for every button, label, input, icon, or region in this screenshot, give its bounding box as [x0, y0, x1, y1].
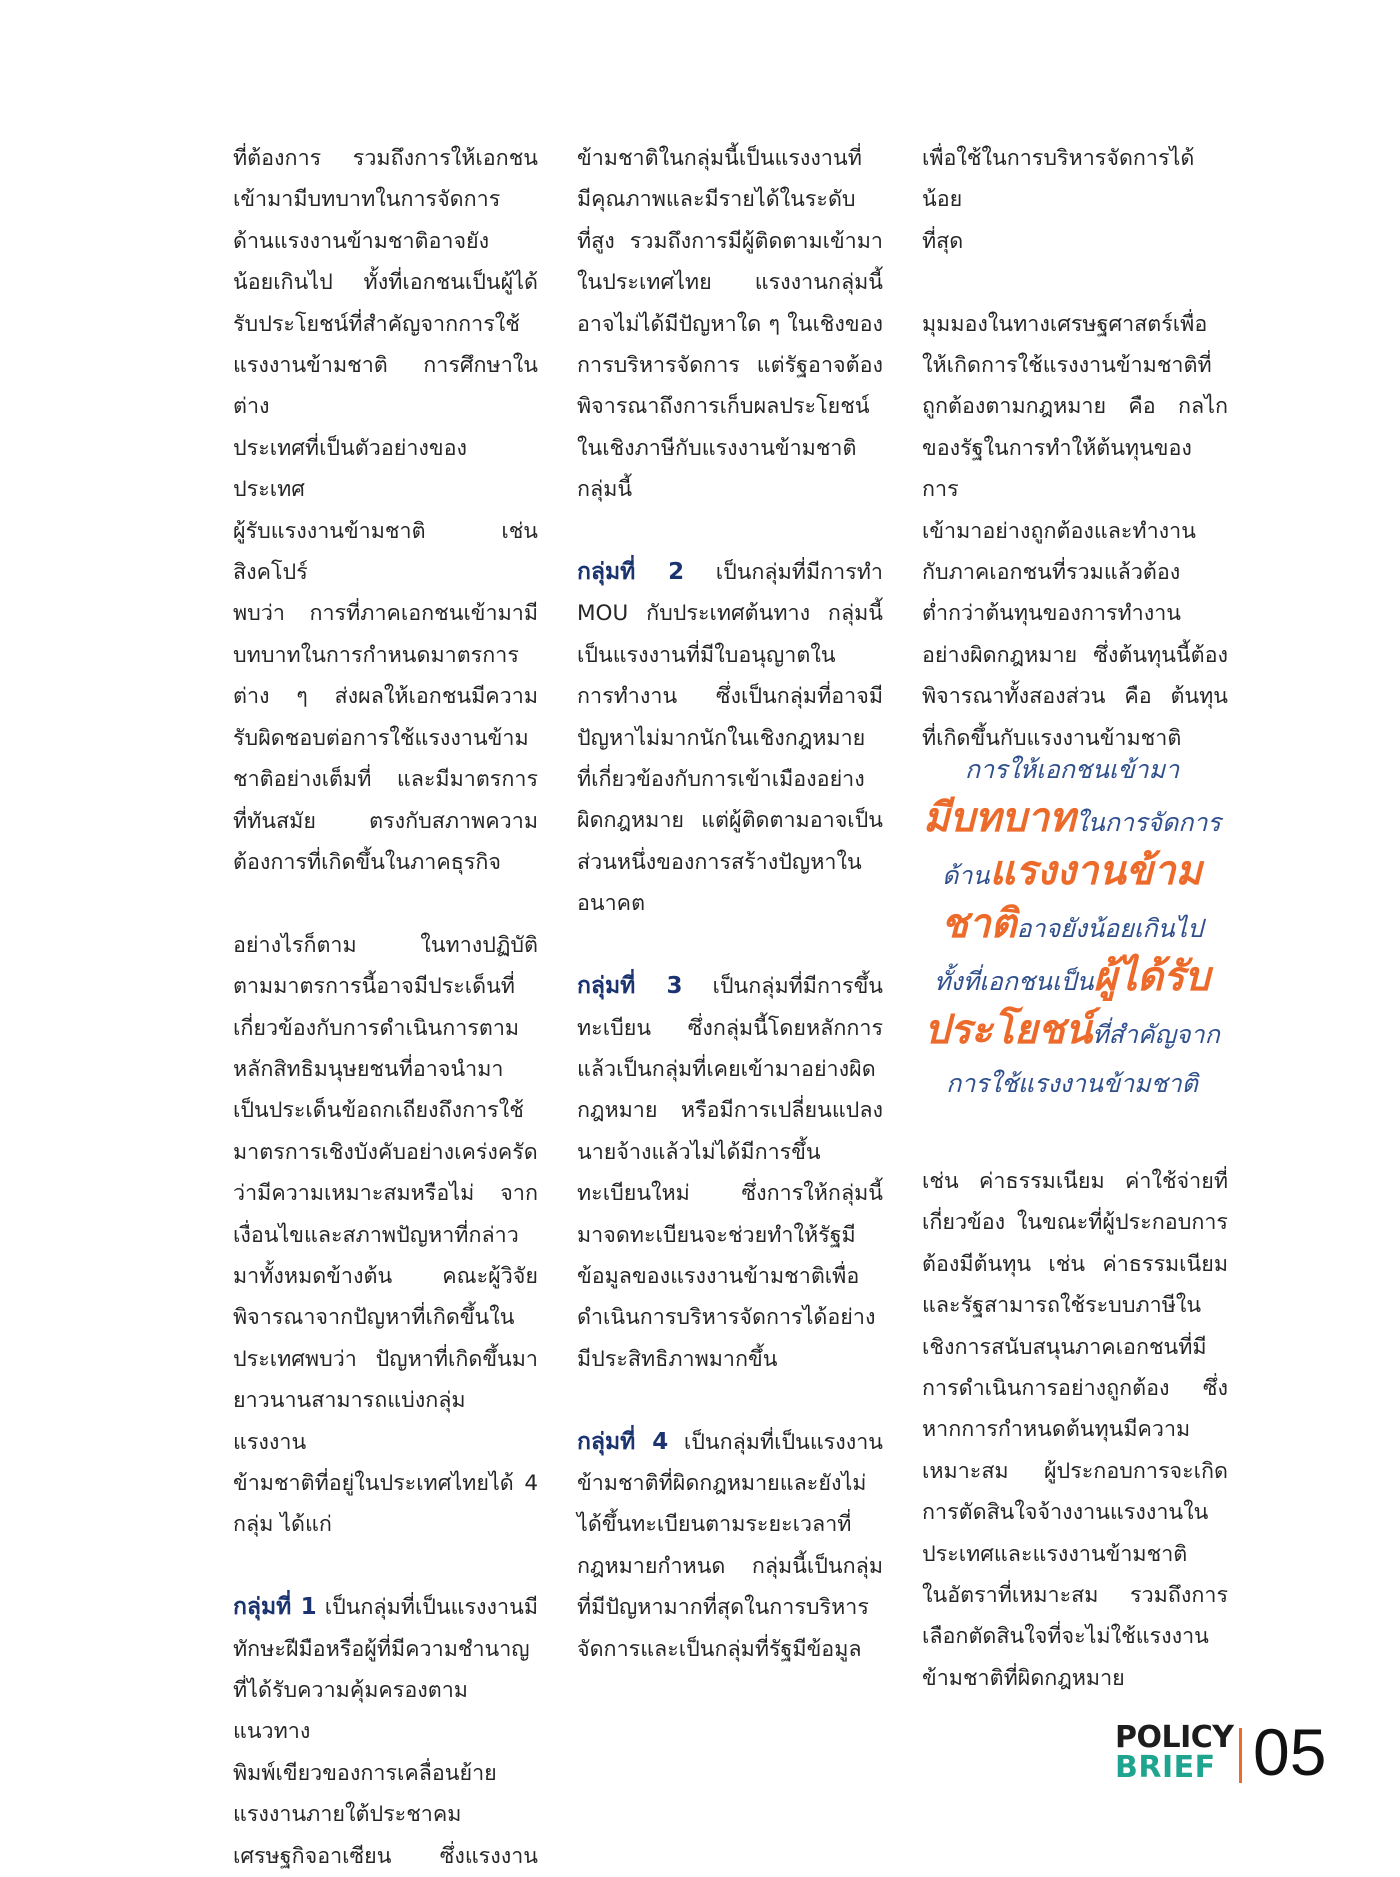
group-description: เป็นกลุ่มที่เป็นแรงงานมี	[316, 1595, 538, 1621]
text-line: พิจารณาจากปัญหาที่เกิดขึ้นใน	[233, 1305, 515, 1331]
pull-quote-line-5	[912, 953, 1232, 1006]
text-line: แรงงานข้ามชาติ การศึกษาในต่าง	[233, 353, 538, 420]
pull-quote-emphasis: ชาติ	[940, 901, 1017, 947]
text-line: ให้เกิดการใช้แรงงานข้ามชาติที่	[922, 353, 1212, 379]
text-line	[577, 552, 883, 593]
text-line: ที่เกิดขึ้นกับแรงงานข้ามชาติ	[922, 725, 1182, 751]
text-line: ทะเบียน ซึ่งกลุ่มนี้โดยหลักการ	[577, 1015, 883, 1041]
pull-quote-line-3	[912, 847, 1232, 900]
text-line: พบว่า การที่ภาคเอกชนเข้ามามี	[233, 601, 538, 627]
text-line: ของรัฐในการทำให้ต้นทุนของการ	[922, 435, 1192, 503]
pull-quote-line-4	[912, 900, 1232, 953]
text-line: ต้องมีต้นทุน เช่น ค่าธรรมเนียม	[922, 1251, 1228, 1277]
pull-quote-emphasis: มีบทบาท	[923, 795, 1076, 841]
paragraph-gap	[577, 925, 883, 966]
pull-quote-emphasis: ผู้ได้รับ	[1093, 954, 1210, 1000]
text-line: อาจไม่ได้มีปัญหาใด ๆ ในเชิงของ	[577, 311, 883, 337]
text-line: เหมาะสม ผู้ประกอบการจะเกิด	[922, 1458, 1228, 1484]
text-line: ว่ามีความเหมาะสมหรือไม่ จาก	[233, 1181, 538, 1207]
paragraph-gap	[233, 1546, 538, 1587]
text-line: กลุ่ม ได้แก่	[233, 1512, 332, 1538]
text-line: ข้อมูลของแรงงานข้ามชาติเพื่อ	[577, 1263, 860, 1289]
pull-quote-line-1: การให้เอกชนเข้ามา	[964, 755, 1180, 784]
text-line	[577, 966, 883, 1007]
text-line: อย่างไรก็ตาม ในทางปฏิบัติ	[233, 932, 538, 958]
text-column-2	[577, 138, 883, 1670]
paragraph-gap	[577, 1380, 883, 1421]
group-description: เป็นกลุ่มที่มีการทำ	[684, 560, 884, 586]
text-line: อนาคต	[577, 891, 646, 917]
text-line: กลุ่มนี้	[577, 477, 633, 503]
text-line: เศรษฐกิจอาเซียน ซึ่งแรงงาน	[233, 1843, 538, 1869]
text-line: ผู้รับแรงงานข้ามชาติ เช่น สิงคโปร์	[233, 518, 538, 586]
text-line: ข้ามชาติที่อยู่ในประเทศไทยได้ 4	[233, 1470, 538, 1496]
text-line: การตัดสินใจจ้างงานแรงงานใน	[922, 1500, 1209, 1526]
text-line: ที่ทันสมัย ตรงกับสภาพความ	[233, 808, 538, 834]
text-line: ในอัตราที่เหมาะสม รวมถึงการ	[922, 1583, 1228, 1609]
pull-quote-text: ในการจัดการ	[1075, 808, 1221, 837]
text-line: ต่าง ๆ ส่งผลให้เอกชนมีความ	[233, 684, 538, 710]
pull-quote-line-7: การใช้แรงงานข้ามชาติ	[946, 1069, 1198, 1098]
pull-quote-text: ทั้งที่เอกชนเป็น	[934, 967, 1094, 996]
text-line: หากการกำหนดต้นทุนมีความ	[922, 1417, 1191, 1443]
text-line: นายจ้างแล้วไม่ได้มีการขึ้น	[577, 1139, 821, 1165]
text-line: พิมพ์เขียวของการเคลื่อนย้าย	[233, 1760, 497, 1786]
text-line: จัดการและเป็นกลุ่มที่รัฐมีข้อมูล	[577, 1636, 862, 1662]
policy-brief-logo	[1115, 1720, 1234, 1785]
pull-quote-text: ที่สำคัญจาก	[1092, 1020, 1220, 1049]
text-line: เช่น ค่าธรรมเนียม ค่าใช้จ่ายที่	[922, 1169, 1228, 1194]
text-line: ทักษะฝีมือหรือผู้ที่มีความชำนาญ	[233, 1636, 530, 1662]
text-column-3-top	[922, 138, 1228, 759]
text-line: มาจดทะเบียนจะช่วยทำให้รัฐมี	[577, 1222, 856, 1248]
text-line: ต่ำกว่าต้นทุนของการทำงาน	[922, 601, 1181, 627]
group-label: กลุ่มที่ 4	[577, 1428, 669, 1455]
text-line: เกี่ยวข้องกับการดำเนินการตาม	[233, 1015, 520, 1041]
text-line: ประเทศและแรงงานข้ามชาติ	[922, 1541, 1188, 1567]
pull-quote	[912, 745, 1232, 1108]
text-line: มาทั้งหมดข้างต้น คณะผู้วิจัย	[233, 1263, 538, 1289]
paragraph	[233, 1587, 538, 1877]
text-line: ได้ขึ้นทะเบียนตามระยะเวลาที่	[577, 1512, 852, 1538]
text-line: พิจารณาถึงการเก็บผลประโยชน์	[577, 394, 870, 420]
paragraph	[233, 138, 538, 883]
text-line: ที่เกี่ยวข้องกับการเข้าเมืองอย่าง	[577, 767, 865, 793]
text-line: และรัฐสามารถใช้ระบบภาษีใน	[922, 1293, 1202, 1319]
text-line: ทะเบียนใหม่ ซึ่งการให้กลุ่มนี้	[577, 1181, 883, 1207]
text-line: แรงงานภายใต้ประชาคม	[233, 1802, 462, 1828]
text-line: ดำเนินการบริหารจัดการได้อย่าง	[577, 1305, 876, 1331]
text-line	[233, 1587, 538, 1628]
pull-quote-emphasis: แรงงานข้าม	[989, 848, 1202, 894]
pull-quote-line-2	[912, 794, 1232, 847]
text-line: ต้องการที่เกิดขึ้นในภาคธุรกิจ	[233, 849, 502, 875]
text-line: เกี่ยวข้อง ในขณะที่ผู้ประกอบการ	[922, 1210, 1228, 1236]
pull-quote-text: อาจยังน้อยเกินไป	[1016, 914, 1204, 943]
group-label: กลุ่มที่ 2	[577, 559, 685, 586]
paragraph	[577, 552, 883, 925]
text-line: ที่สุด	[922, 228, 964, 254]
text-line: ที่ได้รับความคุ้มครองตามแนวทาง	[233, 1678, 468, 1745]
text-line: ที่สูง รวมถึงการมีผู้ติดตามเข้ามา	[577, 228, 883, 254]
text-line: ถูกต้องตามกฎหมาย คือ กลไก	[922, 394, 1228, 420]
text-line: ข้ามชาติที่ผิดกฎหมายและยังไม่	[577, 1470, 867, 1496]
text-line: ชาติอย่างเต็มที่ และมีมาตรการ	[233, 767, 538, 793]
text-line: ปัญหาไม่มากนักในเชิงกฎหมาย	[577, 725, 866, 751]
group-description: เป็นกลุ่มที่มีการขึ้น	[682, 974, 883, 1000]
text-line: ที่มีปัญหามากที่สุดในการบริหาร	[577, 1595, 869, 1621]
text-line: ที่ต้องการ รวมถึงการให้เอกชน	[233, 146, 538, 171]
text-line: รับผิดชอบต่อการใช้แรงงานข้าม	[233, 725, 529, 751]
paragraph	[577, 966, 883, 1380]
text-line: ตามมาตรการนี้อาจมีประเด็นที่	[233, 974, 515, 1000]
text-line: กฎหมายกำหนด กลุ่มนี้เป็นกลุ่ม	[577, 1553, 883, 1579]
footer-divider	[1239, 1728, 1242, 1783]
text-line: ด้านแรงงานข้ามชาติอาจยัง	[233, 228, 490, 254]
logo-policy-text: POLICY	[1115, 1720, 1234, 1755]
paragraph	[577, 138, 883, 511]
text-line: ยาวนานสามารถแบ่งกลุ่มแรงงาน	[233, 1388, 466, 1455]
text-line: พิจารณาทั้งสองส่วน คือ ต้นทุน	[922, 684, 1228, 710]
page-number: 05	[1253, 1715, 1327, 1789]
text-line: กฎหมาย หรือมีการเปลี่ยนแปลง	[577, 1098, 883, 1124]
text-line: การทำงาน ซึ่งเป็นกลุ่มที่อาจมี	[577, 684, 883, 710]
text-line: เชิงการสนับสนุนภาคเอกชนที่มี	[922, 1334, 1207, 1360]
text-line: กับภาคเอกชนที่รวมแล้วต้อง	[922, 560, 1181, 586]
pull-quote-text: ด้าน	[942, 861, 990, 890]
paragraph-gap	[922, 262, 1228, 303]
paragraph-gap	[233, 883, 538, 924]
text-line: ประเทศที่เป็นตัวอย่างของประเทศ	[233, 435, 468, 503]
text-line: ส่วนหนึ่งของการสร้างปัญหาใน	[577, 849, 862, 875]
paragraph	[922, 1161, 1228, 1699]
paragraph-gap	[577, 511, 883, 552]
text-column-3-bottom	[922, 1161, 1228, 1699]
text-line: ข้ามชาติที่ผิดกฎหมาย	[922, 1665, 1125, 1691]
text-line: ในประเทศไทย แรงงานกลุ่มนี้	[577, 270, 883, 296]
text-line: บทบาทในการกำหนดมาตรการ	[233, 642, 519, 668]
pull-quote-emphasis: ประโยชน์	[924, 1007, 1093, 1053]
text-line: แล้วเป็นกลุ่มที่เคยเข้ามาอย่างผิด	[577, 1056, 876, 1082]
group-label: กลุ่มที่ 3	[577, 973, 683, 1000]
text-line: รับประโยชน์ที่สำคัญจากการใช้	[233, 311, 520, 337]
text-line: อย่างผิดกฎหมาย ซึ่งต้นทุนนี้ต้อง	[922, 642, 1228, 668]
text-line: MOU กับประเทศต้นทาง กลุ่มนี้	[577, 601, 883, 627]
text-line: ประเทศพบว่า ปัญหาที่เกิดขึ้นมา	[233, 1346, 538, 1372]
text-line: ข้ามชาติในกลุ่มนี้เป็นแรงงานที่	[577, 146, 862, 171]
text-line: มุมมองในทางเศรษฐศาสตร์เพื่อ	[922, 311, 1208, 337]
text-line: การบริหารจัดการ แต่รัฐอาจต้อง	[577, 353, 883, 379]
paragraph	[233, 925, 538, 1546]
group-label: กลุ่มที่ 1	[233, 1594, 317, 1621]
group-description: เป็นกลุ่มที่เป็นแรงงาน	[668, 1429, 883, 1455]
text-line: หลักสิทธิมนุษยชนที่อาจนำมา	[233, 1056, 504, 1082]
text-column-1	[233, 138, 538, 1877]
text-line: การดำเนินการอย่างถูกต้อง ซึ่ง	[922, 1376, 1228, 1402]
text-line: เป็นแรงงานที่มีใบอนุญาตใน	[577, 642, 836, 668]
text-line: ในเชิงภาษีกับแรงงานข้ามชาติ	[577, 435, 857, 461]
text-line: ผิดกฎหมาย แต่ผู้ติดตามอาจเป็น	[577, 808, 883, 834]
page-footer	[1115, 1715, 1355, 1790]
text-line: มาตรการเชิงบังคับอย่างเคร่งครัด	[233, 1139, 538, 1165]
text-line: มีคุณภาพและมีรายได้ในระดับ	[577, 187, 856, 213]
text-line: เข้ามาอย่างถูกต้องและทำงาน	[922, 518, 1196, 544]
text-line: น้อยเกินไป ทั้งที่เอกชนเป็นผู้ได้	[233, 270, 538, 296]
paragraph	[922, 304, 1228, 759]
paragraph	[577, 1422, 883, 1670]
text-line: เลือกตัดสินใจที่จะไม่ใช้แรงงาน	[922, 1624, 1209, 1650]
pull-quote-line-6	[912, 1006, 1232, 1059]
logo-brief-text: BRIEF	[1115, 1750, 1216, 1785]
text-line: เป็นประเด็นข้อถกเถียงถึงการใช้	[233, 1098, 524, 1124]
text-line: เงื่อนไขและสภาพปัญหาที่กล่าว	[233, 1222, 519, 1248]
text-line: มีประสิทธิภาพมากขึ้น	[577, 1346, 778, 1372]
text-line: เพื่อใช้ในการบริหารจัดการได้น้อย	[922, 146, 1195, 213]
text-line	[577, 1422, 883, 1463]
paragraph	[922, 138, 1228, 262]
text-line: เข้ามามีบทบาทในการจัดการ	[233, 187, 501, 213]
